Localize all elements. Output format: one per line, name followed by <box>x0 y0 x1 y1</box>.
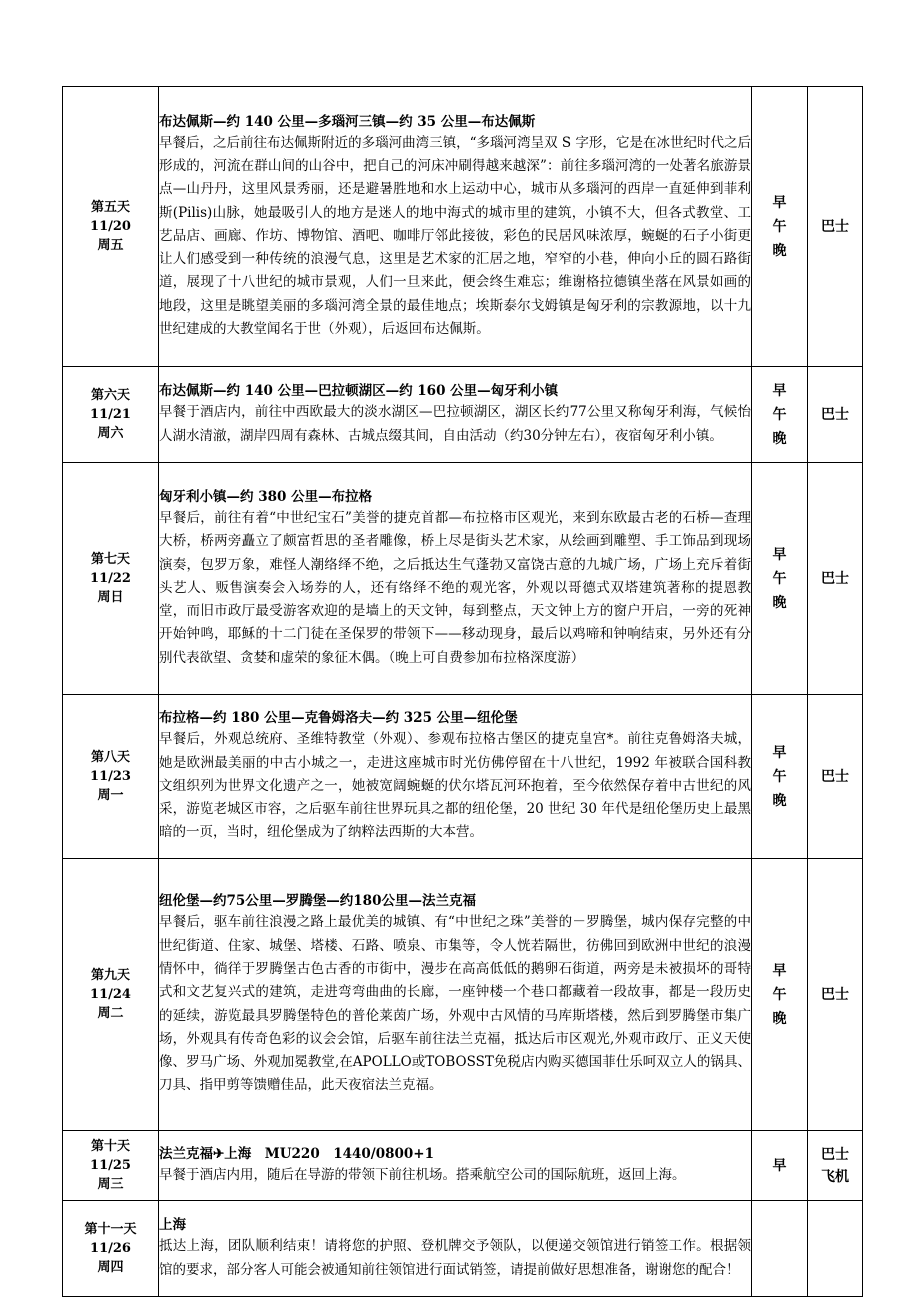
meal-dinner: 晚 <box>772 430 787 447</box>
route-title: 法兰克福✈上海 MU220 1440/0800+1 <box>159 1145 434 1162</box>
description-cell <box>159 87 752 367</box>
day-cell <box>63 1201 159 1297</box>
meal-lunch: 午 <box>772 986 787 1003</box>
itinerary-row <box>63 695 863 859</box>
description-text: 早餐后，驱车前往浪漫之路上最优美的城镇、有“中世纪之珠”美誉的－罗腾堡，城内保存完整的中世纪街道、住家、城堡、塔楼、石路、喷泉、市集等，令人恍若隔世，彷佛回到欧洲中世纪的浪漫情怀中，徜徉于罗腾堡古色古香的市街中，漫步在高高低低的鹅卵石街道，两旁是未被损坏的哥特式和文艺复兴式的建筑，走进弯弯曲曲的长廊，一座钟楼一个巷口都藏着一段故事，都是一段历史的延续，游览最具罗腾堡特色的普伦莱茵广场，外观中古风情的马库斯塔楼，然后到罗腾堡市集广场，外观具有传奇色彩的议会会馆，后驱车前往法兰克福，抵达后市区观光,外观市政厅、正义天使像、罗马广场、外观加冕教堂,在APOLLO或TOBOSST免税店内购买德国菲仕乐呵双立人的锅具、刀具、指甲剪等馈赠佳品，此天夜宿法兰克福。 <box>159 914 751 1094</box>
meals-cell <box>752 1131 808 1201</box>
itinerary-row <box>63 367 863 463</box>
meal-dinner: 晚 <box>772 1010 787 1027</box>
transport-mode: 飞机 <box>821 1168 849 1185</box>
itinerary-row <box>63 1131 863 1201</box>
description-text: 早餐后，外观总统府、圣维特教堂（外观）、参观布拉格古堡区的捷克皇宫*。前往克鲁姆洛夫城，她是欧洲最美丽的中古小城之一，走进这座城市时光仿佛停留在十八世纪，1992 年被联合国科教文组织列为世界文化遗产之一，她被宽阔蜿蜒的伏尔塔瓦河环抱着，至今依然保存着中古世纪的风采，游览老城区市容，之后驱车前往世界玩具之都的纽伦堡，20 世纪 30 年代是纽伦堡历史上最黑暗的一页，当时，纽伦堡成为了纳粹法西斯的大本营。 <box>159 731 751 841</box>
day-label: 第九天 <box>90 968 130 983</box>
day-cell <box>63 1131 159 1201</box>
day-date: 11/26 <box>90 1241 131 1256</box>
meal-lunch: 午 <box>772 406 787 423</box>
day-weekday: 周二 <box>97 1006 124 1021</box>
meal-breakfast: 早 <box>772 546 787 563</box>
description-text: 早餐后，之后前往布达佩斯附近的多瑙河曲湾三镇，“多瑙河湾呈双 S 字形，它是在冰世纪时代之后形成的，河流在群山间的山谷中，把自己的河床冲刷得越来越深”：前往多瑙河湾的一处著名旅游景点—山丹丹，这里风景秀丽，还是避暑胜地和水上运动中心，城市从多瑙河的西岸一直延伸到菲利斯(Pilis)山脉，她最吸引人的地方是迷人的地中海式的城市里的建筑，小镇不大，但各式教堂、工艺品店、画廊、作坊、博物馆、酒吧、咖啡厅邻此接彼，彩色的民居风味浓厚，蜿蜒的石子小街更让人们感受到一种传统的浪漫气息，这里是艺术家的汇居之地，窄窄的小巷，伸向小丘的圆石路街道，展现了十八世纪的城市景观，人们一旦来此，便会终生难忘；维谢格拉德镇坐落在风景如画的地段，这里是眺望美丽的多瑙河湾全景的最佳地点；埃斯泰尔戈姆镇是匈牙利的宗教源地，以十九世纪建成的大教堂闻名于世（外观），后返回布达佩斯。 <box>159 134 751 338</box>
itinerary-table <box>62 86 863 1297</box>
route-title: 布拉格—约 180 公里—克鲁姆洛夫—约 325 公里—纽伦堡 <box>159 710 518 727</box>
description-text: 早餐后，前往有着“中世纪宝石”美誉的捷克首都—布拉格市区观光，来到东欧最古老的石桥—查理大桥，桥两旁矗立了颇富哲思的圣者雕像，桥上尽是街头艺术家，从绘画到雕塑、手工饰品到现场演奏，包罗万象，难怪人潮络绎不绝，之后抵达生气蓬勃又富饶古意的九城广场，广场上充斥着街头艺人、贩售演奏会入场券的人，还有络绎不绝的观光客，外观以哥德式双塔建筑著称的提恩教堂，而旧市政厅最受游客欢迎的是墙上的天文钟，每到整点，天文钟上方的窗户开启，一旁的死神开始钟鸣，耶稣的十二门徒在圣保罗的带领下——移动现身，最后以鸡啼和钟响结束，另外还有分别代表欲望、贪婪和虚荣的象征木偶。（晚上可自费参加布拉格深度游） <box>159 509 751 666</box>
meal-breakfast: 早 <box>772 382 787 399</box>
day-cell <box>63 695 159 859</box>
route-title: 纽伦堡—约75公里—罗腾堡—约180公里—法兰克福 <box>159 893 476 910</box>
description-cell <box>159 695 752 859</box>
description-text: 早餐于酒店内，前往中西欧最大的淡水湖区—巴拉顿湖区，湖区长约77公里又称匈牙利海，气候怡人湖水清澈，湖岸四周有森林、古城点缀其间，自由活动（约30分钟左右），夜宿匈牙利小镇。 <box>159 404 751 444</box>
route-title: 布达佩斯—约 140 公里—多瑙河三镇—约 35 公里—布达佩斯 <box>159 113 536 130</box>
meals-cell <box>752 695 808 859</box>
description-cell <box>159 367 752 463</box>
day-label: 第十天 <box>90 1139 130 1154</box>
day-date: 11/21 <box>90 407 131 422</box>
day-label: 第五天 <box>90 200 130 215</box>
description-cell <box>159 1201 752 1297</box>
day-label: 第八天 <box>90 750 130 765</box>
transport-cell <box>808 463 863 695</box>
transport-cell <box>808 87 863 367</box>
meal-lunch: 午 <box>772 768 787 785</box>
meal-breakfast: 早 <box>772 962 787 979</box>
meals-cell <box>752 87 808 367</box>
route-title: 上海 <box>159 1217 186 1234</box>
meal-breakfast: 早 <box>772 744 787 761</box>
meals-cell <box>752 1201 808 1297</box>
meal-lunch: 午 <box>772 570 787 587</box>
day-weekday: 周三 <box>97 1177 124 1192</box>
transport-cell <box>808 695 863 859</box>
meal-dinner: 晚 <box>772 792 787 809</box>
day-date: 11/24 <box>90 987 131 1002</box>
day-weekday: 周五 <box>97 238 124 253</box>
transport-cell <box>808 367 863 463</box>
description-text: 抵达上海，团队顺利结束！请将您的护照、登机牌交予领队，以便递交领馆进行销签工作。根据领馆的要求，部分客人可能会被通知前往领馆进行面试销签，请提前做好思想准备，谢谢您的配合！ <box>159 1238 751 1278</box>
description-cell <box>159 859 752 1131</box>
day-date: 11/20 <box>90 219 131 234</box>
day-weekday: 周一 <box>97 788 124 803</box>
day-label: 第十一天 <box>84 1222 137 1237</box>
meals-cell <box>752 367 808 463</box>
description-text: 早餐于酒店内用，随后在导游的带领下前往机场。搭乘航空公司的国际航班，返回上海。 <box>159 1166 686 1183</box>
transport-cell <box>808 1201 863 1297</box>
transport-cell <box>808 859 863 1131</box>
itinerary-row <box>63 859 863 1131</box>
day-cell <box>63 367 159 463</box>
transport-mode: 巴士 <box>821 986 849 1003</box>
day-weekday: 周日 <box>97 590 124 605</box>
day-weekday: 周四 <box>97 1260 124 1275</box>
day-date: 11/23 <box>90 769 131 784</box>
transport-mode: 巴士 <box>821 1146 849 1163</box>
transport-mode: 巴士 <box>821 768 849 785</box>
transport-mode: 巴士 <box>821 406 849 423</box>
itinerary-row <box>63 463 863 695</box>
day-cell <box>63 859 159 1131</box>
day-date: 11/22 <box>90 571 131 586</box>
day-label: 第七天 <box>90 552 130 567</box>
meal-dinner: 晚 <box>772 594 787 611</box>
day-cell <box>63 87 159 367</box>
meal-breakfast: 早 <box>772 194 787 211</box>
day-date: 11/25 <box>90 1158 131 1173</box>
route-title: 布达佩斯—约 140 公里—巴拉顿湖区—约 160 公里—匈牙利小镇 <box>159 383 559 400</box>
meal-dinner: 晚 <box>772 242 787 259</box>
meal-lunch: 午 <box>772 218 787 235</box>
day-label: 第六天 <box>90 388 130 403</box>
meals-cell <box>752 859 808 1131</box>
transport-mode: 巴士 <box>821 218 849 235</box>
meal-breakfast: 早 <box>772 1157 787 1174</box>
itinerary-row <box>63 87 863 367</box>
itinerary-row <box>63 1201 863 1297</box>
day-cell <box>63 463 159 695</box>
route-title: 匈牙利小镇—约 380 公里—布拉格 <box>159 488 373 505</box>
description-cell <box>159 463 752 695</box>
transport-cell <box>808 1131 863 1201</box>
meals-cell <box>752 463 808 695</box>
day-weekday: 周六 <box>97 426 124 441</box>
description-cell <box>159 1131 752 1201</box>
transport-mode: 巴士 <box>821 570 849 587</box>
